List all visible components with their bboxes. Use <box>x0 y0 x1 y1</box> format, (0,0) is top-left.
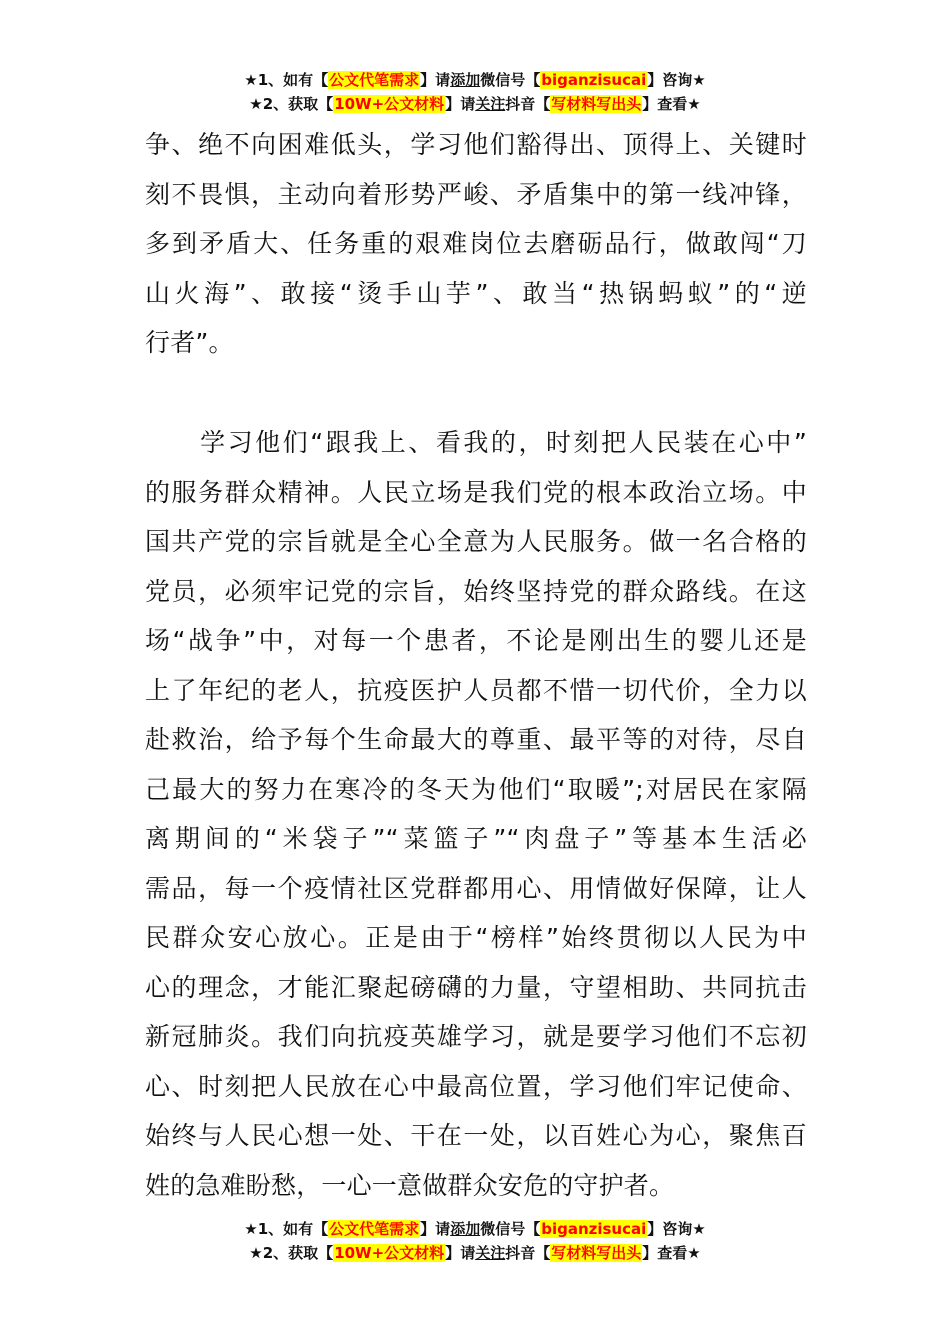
promo-line-1 <box>0 1217 950 1241</box>
paragraph-line: 离期间的“米袋子”“菜篮子”“肉盘子”等基本生活必 <box>145 824 807 853</box>
promo-text: ★1、如有【 <box>244 1220 329 1238</box>
paragraph-line: 多到矛盾大、任务重的艰难岗位去磨砺品行，做敢闯“刀 <box>145 229 807 258</box>
bottom-promo-banner <box>0 1217 950 1265</box>
promo-text: ★1、如有【 <box>244 71 329 89</box>
promo-underline-text: 关注 <box>475 1244 506 1262</box>
paragraph-line: 姓的急难盼愁，一心一意做群众安危的守护者。 <box>145 1170 675 1200</box>
douyin-id-highlight: 写材料写出头 <box>551 95 642 113</box>
paragraph-line: 的服务群众精神。人民立场是我们党的根本政治立场。中 <box>145 477 807 507</box>
paragraph-line: 行者”。 <box>145 328 234 357</box>
wechat-id-highlight: biganzisucai <box>541 71 647 89</box>
wechat-id-highlight: biganzisucai <box>541 1220 647 1238</box>
paragraph-1 <box>145 120 807 368</box>
promo-text: 抖音【 <box>505 1244 551 1262</box>
promo-text: 】查看★ <box>642 1244 701 1262</box>
promo-text: 】查看★ <box>642 95 701 113</box>
promo-text: 微信号【 <box>480 71 541 89</box>
promo-text: 微信号【 <box>480 1220 541 1238</box>
promo-text: ★2、获取【 <box>249 1244 334 1262</box>
paragraph-line: 始终与人民心想一处、干在一处，以百姓心为心，聚焦百 <box>145 1121 807 1150</box>
paragraph-line: 新冠肺炎。我们向抗疫英雄学习，就是要学习他们不忘初 <box>145 1022 807 1051</box>
douyin-id-highlight: 写材料写出头 <box>551 1244 642 1262</box>
paragraph-line: 国共产党的宗旨就是全心全意为人民服务。做一名合格的 <box>145 527 807 556</box>
paragraph-line: 党员，必须牢记党的宗旨，始终坚持党的群众路线。在这 <box>145 576 807 606</box>
paragraph-line: 民群众安心放心。正是由于“榜样”始终贯彻以人民为中 <box>145 923 807 952</box>
promo-underline-text: 添加 <box>450 71 481 89</box>
promo-text: ★2、获取【 <box>249 95 334 113</box>
paragraph-line: 赴救治，给予每个生命最大的尊重、最平等的对待，尽自 <box>145 725 807 754</box>
promo-text: 】请 <box>445 95 476 113</box>
paragraph-line: 山火海”、敢接“烫手山芋”、敢当“热锅蚂蚁”的“逆 <box>145 278 807 308</box>
promo-text: 】请 <box>420 71 451 89</box>
promo-highlight: 公文代笔需求 <box>329 1220 420 1238</box>
paragraph-line: 学习他们“跟我上、看我的，时刻把人民装在心中” <box>145 428 807 457</box>
paragraph-line: 场“战争”中，对每一个患者，不论是刚出生的婴儿还是 <box>145 626 807 655</box>
paragraph-2 <box>145 418 807 1210</box>
promo-underline-text: 关注 <box>475 95 506 113</box>
promo-line-1 <box>0 68 950 92</box>
promo-highlight: 公文代笔需求 <box>329 71 420 89</box>
promo-highlight: 10W+公文材料 <box>334 95 445 113</box>
promo-text: 】咨询★ <box>647 1220 706 1238</box>
paragraph-line: 心的理念，才能汇聚起磅礴的力量，守望相助、共同抗击 <box>145 972 807 1002</box>
paragraph-line: 争、绝不向困难低头，学习他们豁得出、顶得上、关键时 <box>145 130 807 159</box>
paragraph-line: 心、时刻把人民放在心中最高位置，学习他们牢记使命、 <box>145 1071 807 1101</box>
promo-text: 】咨询★ <box>647 71 706 89</box>
paragraph-line: 需品，每一个疫情社区党群都用心、用情做好保障，让人 <box>145 873 807 903</box>
paragraph-line: 上了年纪的老人，抗疫医护人员都不惜一切代价，全力以 <box>145 675 807 705</box>
top-promo-banner <box>0 68 950 116</box>
paragraph-line: 己最大的努力在寒冷的冬天为他们“取暖”;对居民在家隔 <box>145 774 807 804</box>
promo-highlight: 10W+公文材料 <box>334 1244 445 1262</box>
promo-text: 】请 <box>420 1220 451 1238</box>
promo-line-2 <box>0 92 950 116</box>
promo-line-2 <box>0 1241 950 1265</box>
promo-text: 抖音【 <box>505 95 551 113</box>
promo-text: 】请 <box>445 1244 476 1262</box>
paragraph-line: 刻不畏惧，主动向着形势严峻、矛盾集中的第一线冲锋， <box>145 179 807 209</box>
promo-underline-text: 添加 <box>450 1220 481 1238</box>
